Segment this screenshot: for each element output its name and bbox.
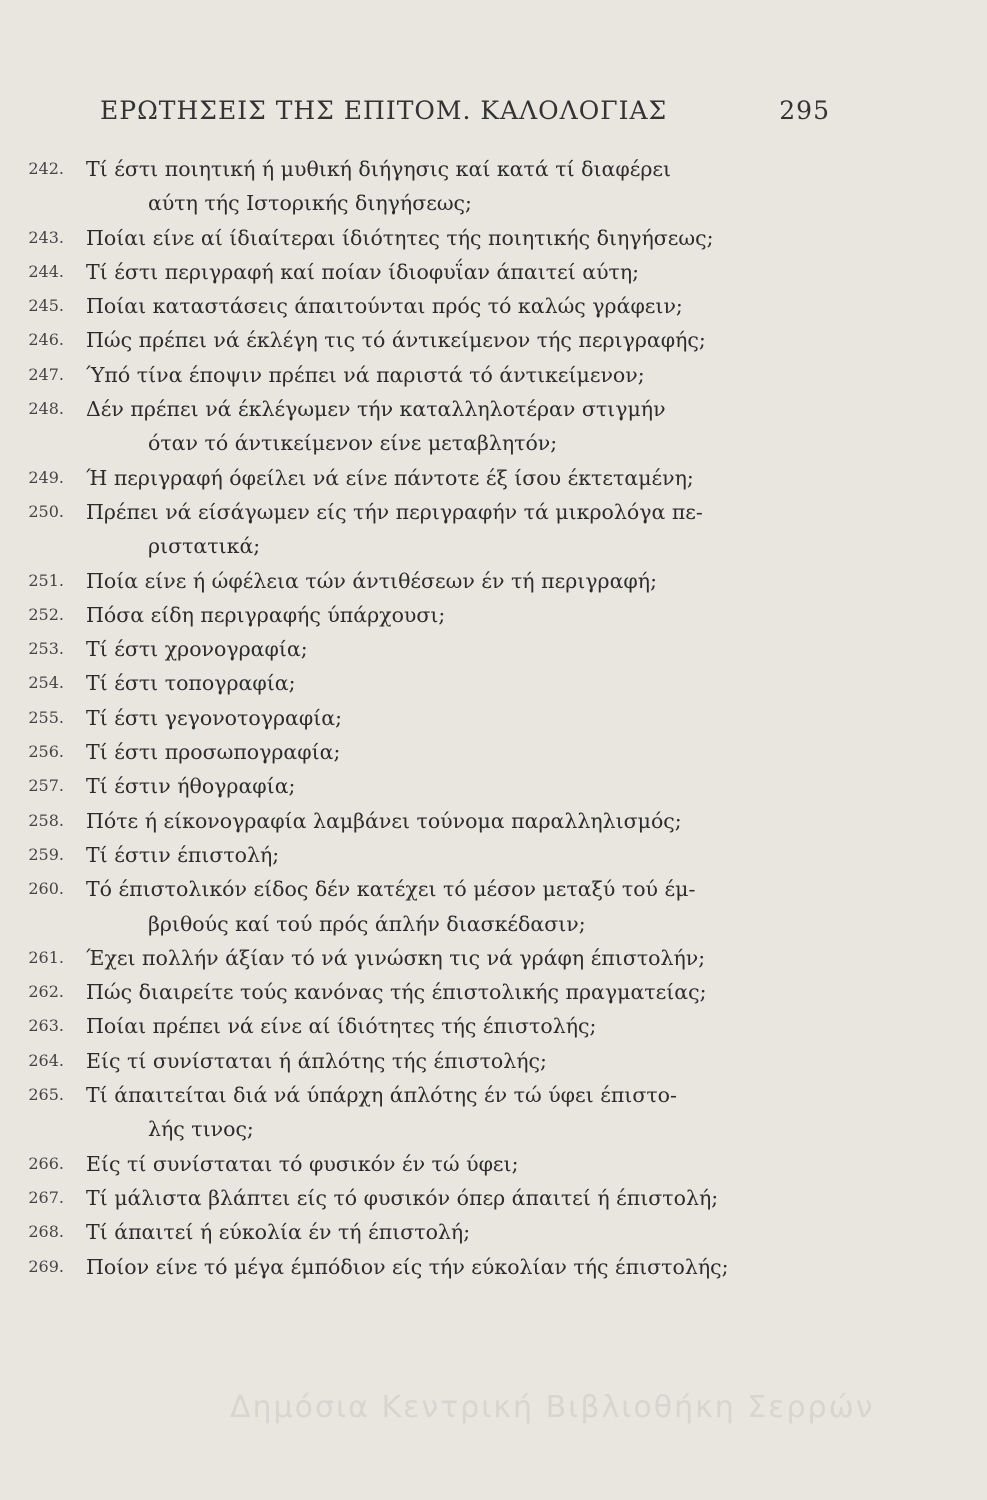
question-text: Τί μάλιστα βλάπτει είς τό φυσικόν όπερ άπαιτεί ή έπιστολή;: [86, 1185, 719, 1210]
question-number: 247.: [28, 364, 64, 384]
question-text: Είς τί συνίσταται ή άπλότης τής έπιστολής;: [86, 1048, 547, 1073]
question-item: [20, 289, 880, 323]
question-continuation: λής τινος;: [148, 1117, 254, 1142]
question-continuation: βριθούς καί τού πρός άπλήν διασκέδασιν;: [148, 911, 586, 936]
question-text: Τί έστι τοπογραφία;: [86, 671, 296, 696]
question-number: 253.: [28, 639, 64, 659]
question-item: [20, 1250, 880, 1284]
question-text: Πότε ή είκονογραφία λαμβάνει τούνομα παραλληλισμός;: [86, 808, 682, 833]
question-number: 267.: [28, 1187, 64, 1207]
question-item: [20, 221, 880, 255]
question-item: [20, 392, 880, 461]
question-item: [20, 838, 880, 872]
question-text: Ή περιγραφή όφείλει νά είνε πάντοτε έξ ίσου έκτεταμένη;: [86, 465, 694, 490]
question-text: Ύπό τίνα έποψιν πρέπει νά παριστά τό άντικείμενον;: [86, 362, 645, 387]
question-text: Ποίον είνε τό μέγα έμπόδιον είς τήν εύκολίαν τής έπιστολής;: [86, 1254, 729, 1279]
question-text: Τί έστι γεγονοτογραφία;: [86, 705, 342, 730]
question-number: 256.: [28, 742, 64, 762]
header-title: ΕΡΩΤΗΣΕΙΣ ΤΗΣ ΕΠΙΤΟΜ. ΚΑΛΟΛΟΓΙΑΣ: [100, 96, 668, 125]
question-text: Τί έστι ποιητική ή μυθική διήγησις καί κατά τί διαφέρει: [86, 157, 672, 181]
question-item: [20, 255, 880, 289]
question-item: [20, 323, 880, 357]
question-text: Έχει πολλήν άξίαν τό νά γινώσκη τις νά γράφη έπιστολήν;: [86, 945, 706, 970]
page-number: 295: [779, 96, 830, 125]
question-item: [20, 1078, 880, 1147]
question-number: 266.: [28, 1153, 64, 1173]
question-number: 261.: [28, 947, 64, 967]
question-item: [20, 872, 880, 941]
question-text: Ποία είνε ή ώφέλεια τών άντιθέσεων έν τή περιγραφή;: [86, 568, 657, 593]
question-item: [20, 632, 880, 666]
question-number: 243.: [28, 227, 64, 247]
question-item: [20, 975, 880, 1009]
question-item: [20, 769, 880, 803]
question-item: [20, 1044, 880, 1078]
question-item: [20, 1215, 880, 1249]
question-item: [20, 1181, 880, 1215]
question-text: Τί έστι περιγραφή καί ποίαν ίδιοφυΐαν άπαιτεί αύτη;: [86, 259, 640, 284]
question-number: 248.: [28, 399, 64, 419]
question-text: Πώς πρέπει νά έκλέγη τις τό άντικείμενον τής περιγραφής;: [86, 328, 706, 353]
question-text: Τό έπιστολικόν είδος δέν κατέχει τό μέσον μεταξύ τού έμ-: [86, 877, 696, 902]
question-number: 254.: [28, 673, 64, 693]
question-item: [20, 564, 880, 598]
question-number: 259.: [28, 844, 64, 864]
question-text: Ποίαι καταστάσεις άπαιτούνται πρός τό καλώς γράφειν;: [86, 294, 683, 319]
question-number: 258.: [28, 810, 64, 830]
question-item: [20, 358, 880, 392]
question-number: 244.: [28, 261, 64, 281]
question-item: [20, 666, 880, 700]
question-item: [20, 461, 880, 495]
question-number: 251.: [28, 570, 64, 590]
question-item: [20, 804, 880, 838]
question-number: 263.: [28, 1016, 64, 1036]
question-continuation: αύτη τής Ιστορικής διηγήσεως;: [148, 191, 472, 216]
question-text: Ποίαι είνε αί ίδιαίτεραι ίδιότητες τής ποιητικής διηγήσεως;: [86, 225, 714, 250]
question-number: 257.: [28, 776, 64, 796]
question-continuation: ριστατικά;: [148, 534, 261, 559]
question-number: 269.: [28, 1256, 64, 1276]
question-number: 249.: [28, 467, 64, 487]
question-text: Πώς διαιρείτε τούς κανόνας τής έπιστολικής πραγματείας;: [86, 980, 707, 1005]
question-text: Τί άπαιτείται διά νά ύπάρχη άπλότης έν τώ ύφει έπιστο-: [86, 1083, 677, 1108]
question-list: [20, 152, 880, 1284]
question-item: [20, 1009, 880, 1043]
question-text: Τί έστιν έπιστολή;: [86, 842, 280, 867]
question-number: 242.: [28, 159, 64, 178]
question-number: 268.: [28, 1222, 64, 1242]
question-number: 260.: [28, 879, 64, 899]
question-text: Είς τί συνίσταται τό φυσικόν έν τώ ύφει;: [86, 1151, 519, 1176]
question-number: 246.: [28, 330, 64, 350]
question-number: 245.: [28, 296, 64, 316]
question-number: 264.: [28, 1050, 64, 1070]
question-text: Τί έστι προσωπογραφία;: [86, 740, 341, 765]
question-text: Τί έστι χρονογραφία;: [86, 637, 308, 662]
question-text: Τί άπαιτεί ή εύκολία έν τή έπιστολή;: [86, 1220, 471, 1245]
question-item: [20, 941, 880, 975]
question-text: Τί έστιν ήθογραφία;: [86, 774, 296, 799]
question-number: 265.: [28, 1085, 64, 1105]
question-text: Πρέπει νά είσάγωμεν είς τήν περιγραφήν τά μικρολόγα πε-: [86, 499, 703, 524]
question-number: 250.: [28, 501, 64, 521]
question-item: [20, 495, 880, 564]
question-item: [20, 1147, 880, 1181]
question-number: 255.: [28, 707, 64, 727]
question-item: [20, 152, 880, 221]
question-text: Ποίαι πρέπει νά είνε αί ίδιότητες τής έπιστολής;: [86, 1014, 597, 1039]
question-item: [20, 598, 880, 632]
question-continuation: όταν τό άντικείμενον είνε μεταβλητόν;: [148, 431, 558, 456]
question-text: Δέν πρέπει νά έκλέγωμεν τήν καταλληλοτέραν στιγμήν: [86, 397, 666, 422]
question-item: [20, 735, 880, 769]
question-item: [20, 701, 880, 735]
question-number: 262.: [28, 982, 64, 1002]
question-number: 252.: [28, 604, 64, 624]
library-watermark: Δημόσια Κεντρική Βιβλιοθήκη Σερρών: [230, 1390, 875, 1425]
question-text: Πόσα είδη περιγραφής ύπάρχουσι;: [86, 602, 446, 627]
